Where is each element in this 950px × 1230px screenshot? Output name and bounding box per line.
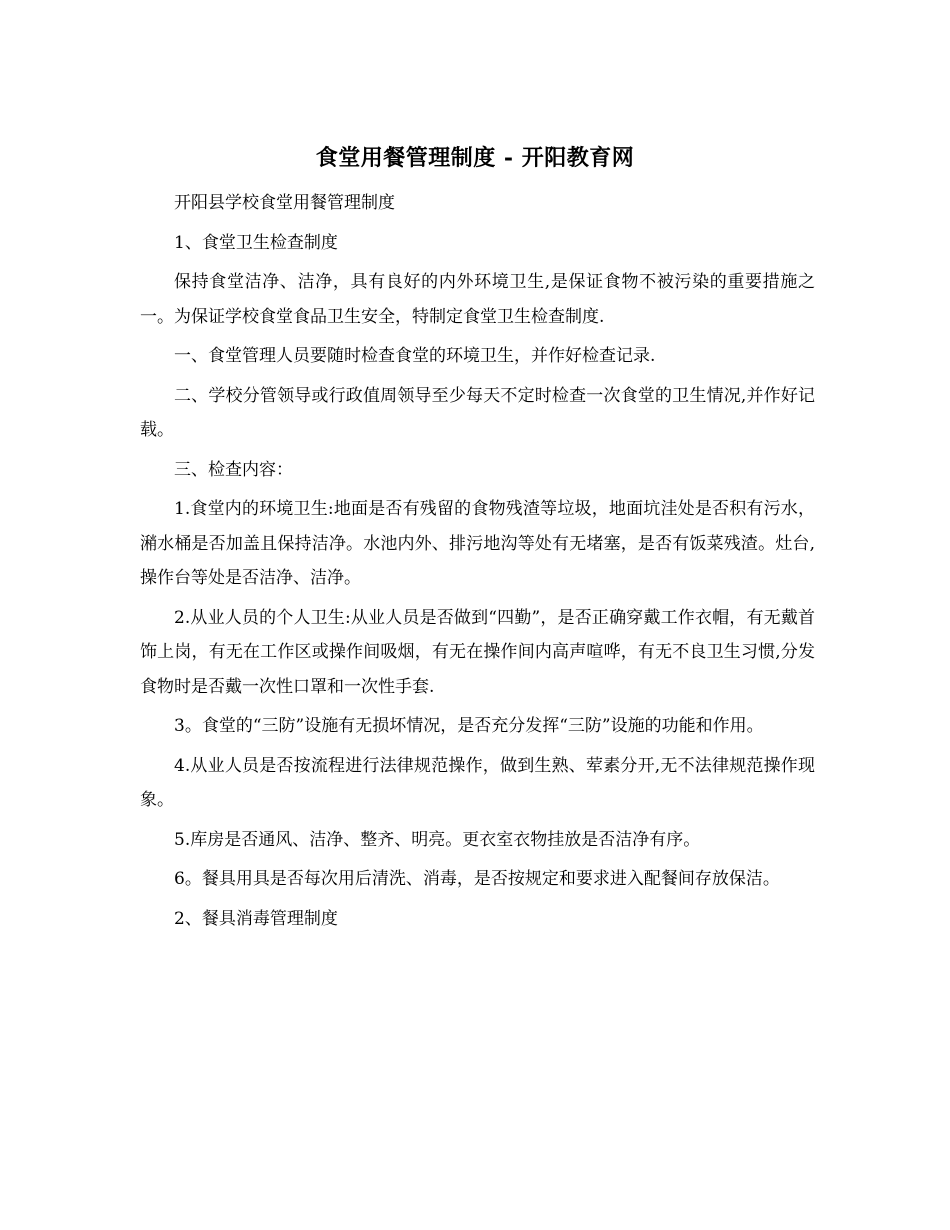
paragraph: 6。餐具用具是否每次用后清洗、消毒，是否按规定和要求进入配餐间存放保洁。 [174, 869, 780, 889]
paragraph: 3。食堂的“三防”设施有无损坏情况，是否充分发挥“三防”设施的功能和作用。 [174, 716, 764, 736]
document-title: 食堂用餐管理制度 - 开阳教育网 [315, 145, 635, 171]
paragraph: 开阳县学校食堂用餐管理制度 [174, 193, 395, 213]
paragraph: 1、食堂卫生检查制度 [174, 232, 338, 253]
paragraph: 2.从业人员的个人卫生:从业人员是否做到“四勤”，是否正确穿戴工作衣帽，有无戴首饰上岗，有无在工作区或操作间吸烟，有无在操作间内高声喧哗，有无不良卫生习惯,分发食物时是否戴一次性口罩和一次性手套. [140, 607, 815, 697]
paragraph: 4.从业人员是否按流程进行法律规范操作，做到生熟、荤素分开,无不法律规范操作现象。 [140, 755, 815, 810]
paragraph: 2、餐具消毒管理制度 [174, 908, 338, 929]
document-body [140, 186, 815, 936]
paragraph: 5.库房是否通风、洁净、整齐、明亮。更衣室衣物挂放是否洁净有序。 [174, 829, 701, 850]
paragraph: 一、食堂管理人员要随时检查食堂的环境卫生，并作好检查记录. [174, 346, 656, 366]
paragraph: 保持食堂洁净、洁净，具有良好的内外环境卫生,是保证食物不被污染的重要措施之一。为保证学校食堂食品卫生安全，特制定食堂卫生检查制度. [140, 272, 815, 327]
paragraph: 二、学校分管领导或行政值周领导至少每天不定时检查一次食堂的卫生情况,并作好记载。 [140, 385, 815, 440]
paragraph: 1.食堂内的环境卫生:地面是否有残留的食物残渣等垃圾，地面坑洼处是否积有污水，潲水桶是否加盖且保持洁净。水池内外、排污地沟等处有无堵塞，是否有饭菜残渣。灶台,操作台等处是否洁净、洁净。 [140, 499, 815, 588]
paragraph: 三、检查内容： [174, 459, 293, 480]
